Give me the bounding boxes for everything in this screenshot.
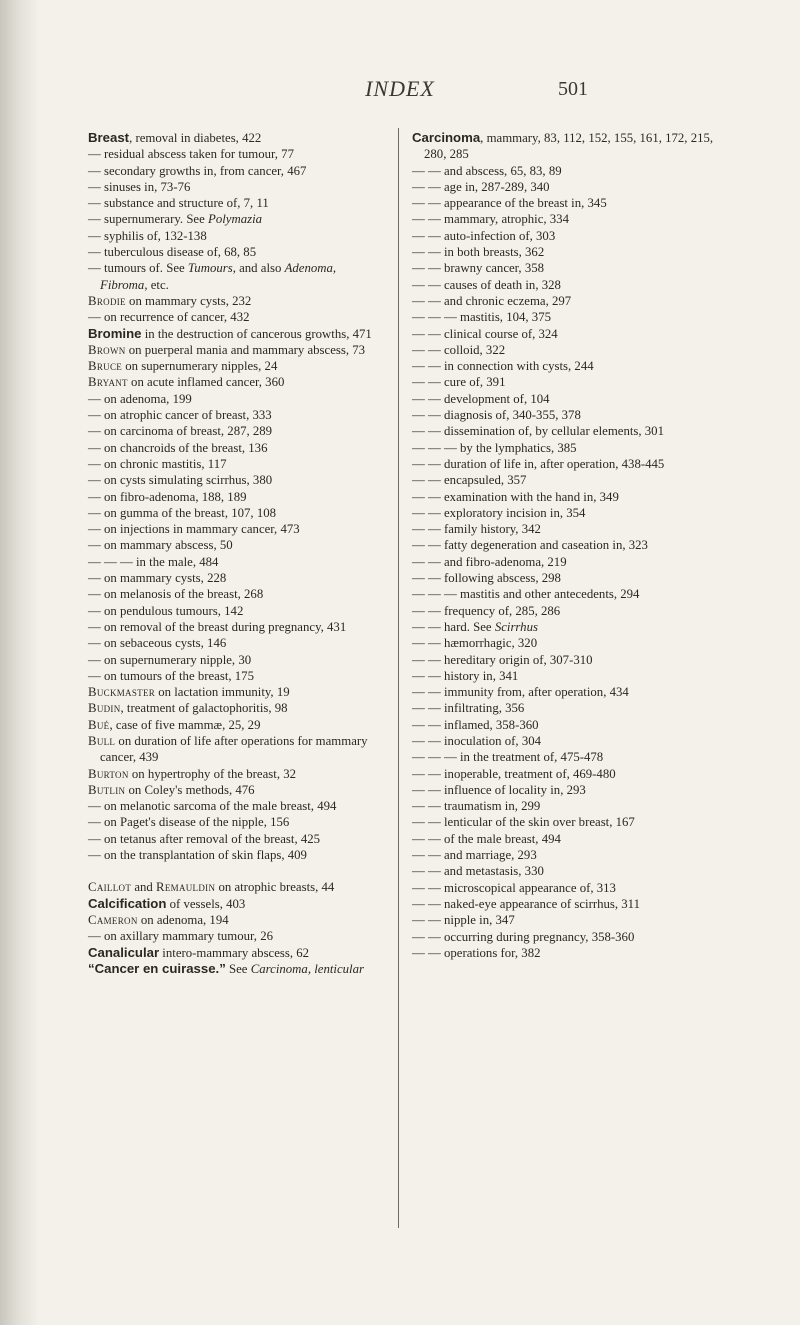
index-entry: [412, 537, 720, 553]
cross-reference: Tumours: [187, 261, 233, 276]
index-text: — — microscopical appearance of, 313: [412, 880, 616, 895]
index-text: — on axillary mammary tumour, 26: [88, 929, 274, 944]
index-text: — — naked-eye appearance of scirrhus, 311: [412, 896, 640, 911]
index-text: — on mammary cysts, 228: [88, 571, 227, 586]
index-text: — — appearance of the breast in, 345: [412, 196, 607, 211]
index-entry: [412, 554, 720, 570]
index-entry: [88, 554, 384, 570]
index-entry: [88, 146, 384, 162]
index-entry: [412, 440, 720, 456]
index-text: — on atrophic cancer of breast, 333: [88, 408, 272, 423]
index-entry: [412, 211, 720, 227]
index-entry: [88, 733, 384, 766]
index-text: — — age in, 287-289, 340: [412, 179, 550, 194]
index-entry: [88, 879, 384, 895]
index-entry: [88, 652, 384, 668]
index-entry: [412, 163, 720, 179]
index-entry: [88, 570, 384, 586]
index-text: — — operations for, 382: [412, 945, 541, 960]
index-text: — — — in the treatment of, 475-478: [412, 750, 604, 765]
index-entry: [412, 733, 720, 749]
index-entry: [88, 945, 384, 961]
index-entry: [412, 195, 720, 211]
index-text: on supernumerary nipples, 24: [122, 359, 278, 374]
index-text: — — diagnosis of, 340-355, 378: [412, 408, 581, 423]
index-text: — — family history, 342: [412, 522, 541, 537]
index-text: — — and marriage, 293: [412, 848, 537, 863]
index-entry: [88, 130, 384, 146]
index-text: — — in connection with cysts, 244: [412, 359, 594, 374]
index-entry: [88, 603, 384, 619]
index-entry: [412, 407, 720, 423]
index-entry: [412, 423, 720, 439]
index-author: Butlin: [88, 782, 126, 797]
index-text: — tumours of. See: [88, 261, 188, 276]
index-text: — — frequency of, 285, 286: [412, 603, 561, 618]
index-entry: [88, 782, 384, 798]
index-text: — — examination with the hand in, 349: [412, 489, 619, 504]
index-author: Bruce: [88, 359, 123, 374]
page-binding-shadow: [0, 0, 40, 1325]
index-text: — on mammary abscess, 50: [88, 538, 233, 553]
index-entry: [88, 586, 384, 602]
index-entry: [88, 228, 384, 244]
index-text: — — hereditary origin of, 307-310: [412, 652, 593, 667]
index-text: — on tumours of the breast, 175: [88, 668, 254, 683]
index-entry: [412, 472, 720, 488]
index-entry: [412, 684, 720, 700]
index-entry: [412, 505, 720, 521]
index-entry: [412, 586, 720, 602]
index-text: — on injections in mammary cancer, 473: [88, 522, 300, 537]
index-text: — — and metastasis, 330: [412, 864, 544, 879]
index-entry: [88, 440, 384, 456]
index-entry: [412, 798, 720, 814]
index-text: on acute inflamed cancer, 360: [127, 375, 285, 390]
index-entry: [412, 749, 720, 765]
index-entry: [412, 700, 720, 716]
index-author: Bué: [88, 717, 110, 732]
index-entry: [88, 407, 384, 423]
index-entry: [88, 798, 384, 814]
index-text: — — exploratory incision in, 354: [412, 505, 586, 520]
index-text: on atrophic breasts, 44: [215, 880, 335, 895]
index-text: — — inflamed, 358-360: [412, 717, 539, 732]
index-text: on puerperal mania and mammary abscess, 73: [125, 342, 366, 357]
index-entry: [412, 277, 720, 293]
index-text: — on melanosis of the breast, 268: [88, 587, 264, 602]
index-entry: [412, 603, 720, 619]
index-text: — — following abscess, 298: [412, 571, 561, 586]
index-entry: [412, 945, 720, 961]
index-entry: [412, 456, 720, 472]
cross-reference: Carcinoma, lenticular: [250, 961, 364, 976]
index-author: Brodie: [88, 293, 126, 308]
index-text: — — infiltrating, 356: [412, 701, 525, 716]
page-number: 501: [558, 78, 588, 100]
index-text: and: [131, 880, 157, 895]
index-entry: [412, 260, 720, 276]
index-text: — — dissemination of, by cellular elements, 301: [412, 424, 664, 439]
index-column-left: [88, 130, 384, 977]
index-text: — — — in the male, 484: [88, 554, 219, 569]
index-text: intero-mammary abscess, 62: [159, 945, 310, 960]
index-text: — — mammary, atrophic, 334: [412, 212, 569, 227]
index-entry: [88, 260, 384, 293]
index-text: — — causes of death in, 328: [412, 277, 561, 292]
index-text: on adenoma, 194: [137, 912, 229, 927]
index-entry: [88, 521, 384, 537]
index-entry: [412, 179, 720, 195]
index-text: , treatment of galactophoritis, 98: [120, 701, 288, 716]
index-text: — sinuses in, 73-76: [88, 179, 191, 194]
index-entry: [88, 684, 384, 700]
index-text: , removal in diabetes, 422: [129, 131, 262, 145]
index-heading: Calcification: [88, 895, 167, 911]
index-text: — — clinical course of, 324: [412, 326, 558, 341]
index-text: — — occurring during pregnancy, 358-360: [412, 929, 635, 944]
index-heading: Canalicular: [88, 944, 160, 960]
index-column-right: [412, 130, 720, 961]
index-text: on mammary cysts, 232: [125, 293, 252, 308]
index-entry: [412, 929, 720, 945]
index-text: , case of five mammæ, 25, 29: [109, 717, 261, 732]
index-text: — — colloid, 322: [412, 342, 506, 357]
index-entry: [412, 619, 720, 635]
index-text: — on cysts simulating scirrhus, 380: [88, 473, 273, 488]
index-text: — secondary growths in, from cancer, 467: [88, 163, 307, 178]
index-text: — on fibro-adenoma, 188, 189: [88, 489, 247, 504]
index-text: — — development of, 104: [412, 391, 550, 406]
index-entry: [88, 717, 384, 733]
index-text: — — hæmorrhagic, 320: [412, 636, 538, 651]
index-entry: [88, 358, 384, 374]
index-text: — — brawny cancer, 358: [412, 261, 545, 276]
index-text: , and also: [232, 261, 285, 276]
index-text: — on tetanus after removal of the breast, 425: [88, 831, 321, 846]
index-author: Brown: [88, 342, 126, 357]
index-entry: [88, 766, 384, 782]
index-text: — on gumma of the breast, 107, 108: [88, 505, 277, 520]
index-entry: [412, 570, 720, 586]
index-entry: [88, 896, 384, 912]
index-author: Remauldin: [156, 880, 216, 895]
cross-reference: Adenoma, Fibroma: [100, 261, 337, 292]
index-entry: [88, 619, 384, 635]
index-text: — on removal of the breast during pregnancy, 431: [88, 619, 347, 634]
index-entry: [88, 489, 384, 505]
index-entry: [412, 766, 720, 782]
cross-reference: Polymazia: [208, 212, 263, 227]
index-entry: [88, 831, 384, 847]
column-divider: [398, 128, 399, 1228]
index-author: Budin: [88, 701, 121, 716]
index-text: — on adenoma, 199: [88, 391, 192, 406]
cross-reference: Scirrhus: [494, 619, 538, 634]
index-entry: [412, 130, 720, 163]
index-text: on hypertrophy of the breast, 32: [128, 766, 297, 781]
index-text: — — of the male breast, 494: [412, 831, 561, 846]
index-text: on lactation immunity, 19: [155, 685, 290, 700]
index-entry: [88, 195, 384, 211]
index-entry: [412, 717, 720, 733]
index-entry: [88, 700, 384, 716]
index-text: — — immunity from, after operation, 434: [412, 685, 629, 700]
index-entry: [412, 668, 720, 684]
index-entry: [412, 880, 720, 896]
index-entry: [88, 423, 384, 439]
index-entry: [412, 847, 720, 863]
index-entry: [412, 342, 720, 358]
index-text: on Coley's methods, 476: [125, 782, 255, 797]
index-entry: [412, 391, 720, 407]
index-entry: [412, 309, 720, 325]
index-entry: [412, 652, 720, 668]
index-text: of vessels, 403: [166, 896, 246, 911]
index-text: — — in both breasts, 362: [412, 245, 545, 260]
index-entry: [412, 293, 720, 309]
index-text: — — encapsuled, 357: [412, 473, 527, 488]
index-text: — — and chronic eczema, 297: [412, 293, 572, 308]
index-text: — — hard. See: [412, 619, 495, 634]
index-entry: [412, 782, 720, 798]
index-text: — syphilis of, 132-138: [88, 228, 207, 243]
index-heading: “Cancer en cuirasse.”: [88, 960, 226, 976]
index-author: Buckmaster: [88, 685, 156, 700]
index-text: — — — by the lymphatics, 385: [412, 440, 577, 455]
index-entry: [88, 912, 384, 928]
index-entry: [88, 505, 384, 521]
index-text: — — — mastitis and other antecedents, 294: [412, 587, 640, 602]
index-entry: [88, 928, 384, 944]
index-text: — — duration of life in, after operation, 438-445: [412, 456, 665, 471]
running-title: INDEX: [365, 76, 435, 101]
index-entry: [412, 374, 720, 390]
index-entry: [88, 179, 384, 195]
index-entry: [412, 358, 720, 374]
page-header: [0, 76, 800, 106]
index-entry: [88, 668, 384, 684]
index-entry: [88, 472, 384, 488]
index-entry: [412, 831, 720, 847]
index-entry: [88, 537, 384, 553]
index-entry: [88, 244, 384, 260]
index-entry: [412, 863, 720, 879]
index-text: — — inoculation of, 304: [412, 733, 542, 748]
index-text: — on pendulous tumours, 142: [88, 603, 244, 618]
index-entry: [88, 342, 384, 358]
index-author: Burton: [88, 766, 129, 781]
index-entry: [412, 489, 720, 505]
index-entry: [88, 391, 384, 407]
index-text: — — nipple in, 347: [412, 913, 515, 928]
index-entry: [88, 211, 384, 227]
index-text: — — inoperable, treatment of, 469-480: [412, 766, 616, 781]
index-text: — — traumatism in, 299: [412, 799, 541, 814]
index-author: Bryant: [88, 375, 128, 390]
index-entry: [412, 521, 720, 537]
index-text: — on the transplantation of skin flaps, 409: [88, 848, 307, 863]
index-text: — on melanotic sarcoma of the male breast, 494: [88, 799, 337, 814]
index-heading: Carcinoma: [412, 130, 481, 145]
index-entry: [412, 912, 720, 928]
index-text: — — history in, 341: [412, 668, 519, 683]
index-author: Caillot: [88, 880, 132, 895]
index-entry: [88, 309, 384, 325]
index-entry: [88, 456, 384, 472]
index-entry: [88, 163, 384, 179]
index-text: — on Paget's disease of the nipple, 156: [88, 815, 290, 830]
index-text: — on supernumerary nipple, 30: [88, 652, 252, 667]
index-entry: [412, 244, 720, 260]
index-text: — on chancroids of the breast, 136: [88, 440, 268, 455]
index-text: — substance and structure of, 7, 11: [88, 196, 269, 211]
index-entry: [412, 326, 720, 342]
index-text: — — fatty degeneration and caseation in, 323: [412, 538, 648, 553]
index-text: — — auto-infection of, 303: [412, 228, 556, 243]
index-text: — — and abscess, 65, 83, 89: [412, 163, 562, 178]
index-author: Bull: [88, 733, 116, 748]
index-text: See: [225, 961, 251, 976]
index-entry: [412, 896, 720, 912]
index-text: — — — mastitis, 104, 375: [412, 310, 551, 325]
index-text: — tuberculous disease of, 68, 85: [88, 245, 257, 260]
index-text: — — influence of locality in, 293: [412, 782, 586, 797]
index-text: — residual abscess taken for tumour, 77: [88, 147, 294, 162]
index-entry: [88, 374, 384, 390]
index-text: — on carcinoma of breast, 287, 289: [88, 424, 273, 439]
index-text: — supernumerary. See: [88, 212, 208, 227]
index-author: Cameron: [88, 912, 138, 927]
index-heading: Bromine: [88, 325, 142, 341]
index-entry: [88, 847, 384, 863]
index-text: on duration of life after operations for mammary cancer, 439: [100, 733, 368, 765]
index-text: — — lenticular of the skin over breast, 167: [412, 815, 635, 830]
index-heading: Breast: [88, 130, 130, 145]
index-entry: [412, 814, 720, 830]
index-entry: [88, 635, 384, 651]
index-text: , etc.: [144, 277, 169, 292]
index-text: — — cure of, 391: [412, 375, 506, 390]
index-entry: [88, 326, 384, 342]
index-text: , mammary, 83, 112, 152, 155, 161, 172, 215, 280, 285: [424, 131, 714, 162]
index-entry: [88, 961, 384, 977]
index-entry: [88, 293, 384, 309]
index-text: — on sebaceous cysts, 146: [88, 636, 227, 651]
index-text: — on chronic mastitis, 117: [88, 456, 227, 471]
index-entry: [88, 814, 384, 830]
index-entry: [412, 635, 720, 651]
index-entry: [412, 228, 720, 244]
index-text: in the destruction of cancerous growths, 471: [141, 326, 372, 341]
index-text: — on recurrence of cancer, 432: [88, 310, 250, 325]
index-text: — — and fibro-adenoma, 219: [412, 554, 567, 569]
